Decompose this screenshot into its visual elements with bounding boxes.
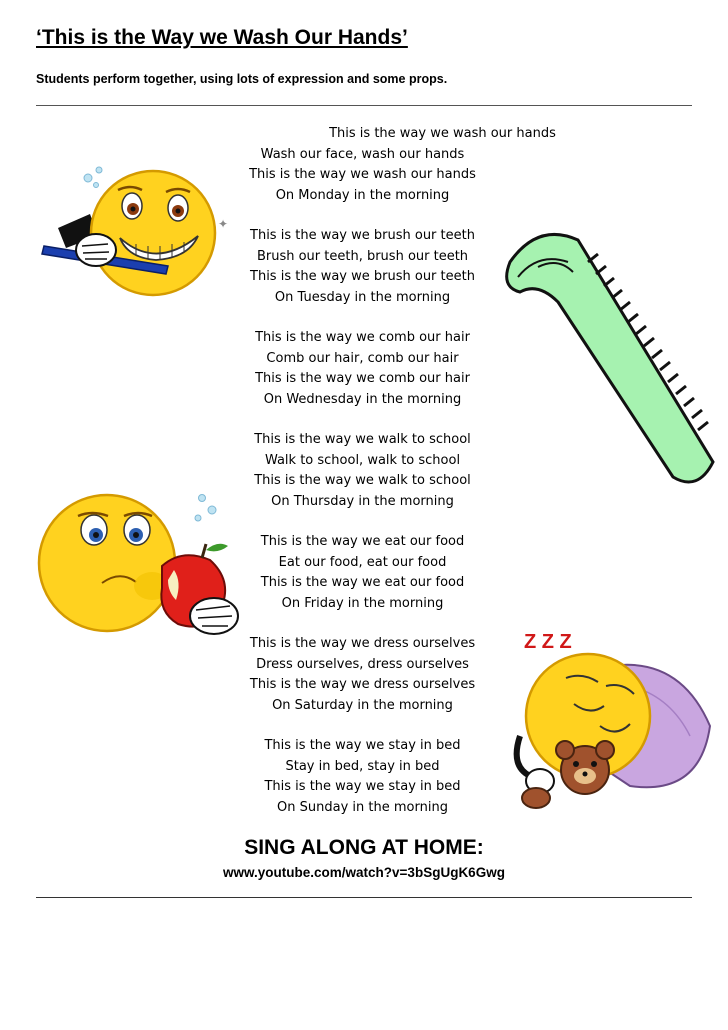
top-divider: [36, 105, 692, 106]
verse-wednesday: [200, 328, 525, 410]
zzz-text: Z Z Z: [524, 631, 572, 653]
verse-line: On Thursday in the morning: [271, 493, 454, 509]
verse-line: This is the way we brush our teeth: [250, 269, 475, 284]
verse-line: This is the way we dress ourselves: [249, 636, 476, 651]
verse-line: Wash our face, wash our hands: [260, 146, 465, 162]
verse-monday: [200, 124, 556, 206]
video-link[interactable]: www.youtube.com/watch?v=3bSgUgK6Gwg: [223, 865, 505, 880]
verse-line: Stay in bed, stay in bed: [285, 758, 440, 774]
verse-line: This is the way we wash our hands: [249, 167, 476, 182]
verse-line: On Sunday in the morning: [277, 799, 448, 815]
verse-tuesday: [200, 226, 525, 308]
verse-line: This is the way we wash our hands: [329, 126, 556, 141]
verse-thursday: [200, 430, 525, 512]
verse-line: This is the way we dress ourselves: [249, 677, 476, 692]
verse-sunday: [200, 736, 525, 818]
verse-line: This is the way we comb our hair: [255, 330, 470, 345]
verse-line: On Wednesday in the morning: [263, 391, 462, 407]
verse-line: On Saturday in the morning: [272, 697, 453, 713]
verse-line: On Tuesday in the morning: [274, 289, 451, 305]
verse-line: On Monday in the morning: [275, 187, 450, 203]
verse-line: This is the way we walk to school: [254, 432, 471, 447]
verse-line: Dress ourselves, dress ourselves: [256, 656, 469, 672]
svg-text:✦: ✦: [218, 217, 228, 231]
page-subtitle: Students perform together, using lots of expression and some props.: [36, 72, 448, 86]
page-title: ‘This is the Way we Wash Our Hands’: [36, 26, 408, 49]
verse-line: This is the way we walk to school: [254, 473, 471, 488]
verse-line: This is the way we eat our food: [260, 534, 465, 549]
verse-saturday: [200, 634, 525, 716]
verse-line: This is the way we brush our teeth: [250, 228, 475, 243]
verse-line: Eat our food, eat our food: [278, 554, 447, 570]
verse-line: This is the way we eat our food: [260, 575, 465, 590]
smiley-sleeping-icon: [510, 626, 722, 816]
verse-line: This is the way we stay in bed: [264, 779, 461, 794]
comb-icon: [498, 222, 720, 502]
verse-line: Comb our hair, comb our hair: [266, 350, 459, 366]
verse-line: On Friday in the morning: [281, 595, 444, 611]
bottom-divider: [36, 897, 692, 898]
sing-along-heading: SING ALONG AT HOME:: [244, 836, 484, 859]
smiley-eating-apple-icon: [32, 488, 244, 638]
smiley-brushing-teeth-icon: [38, 158, 228, 303]
verse-line: This is the way we stay in bed: [264, 738, 461, 753]
verse-line: This is the way we comb our hair: [255, 371, 470, 386]
verse-friday: [200, 532, 525, 614]
verse-line: Brush our teeth, brush our teeth: [256, 248, 469, 264]
verse-line: Walk to school, walk to school: [264, 452, 461, 468]
